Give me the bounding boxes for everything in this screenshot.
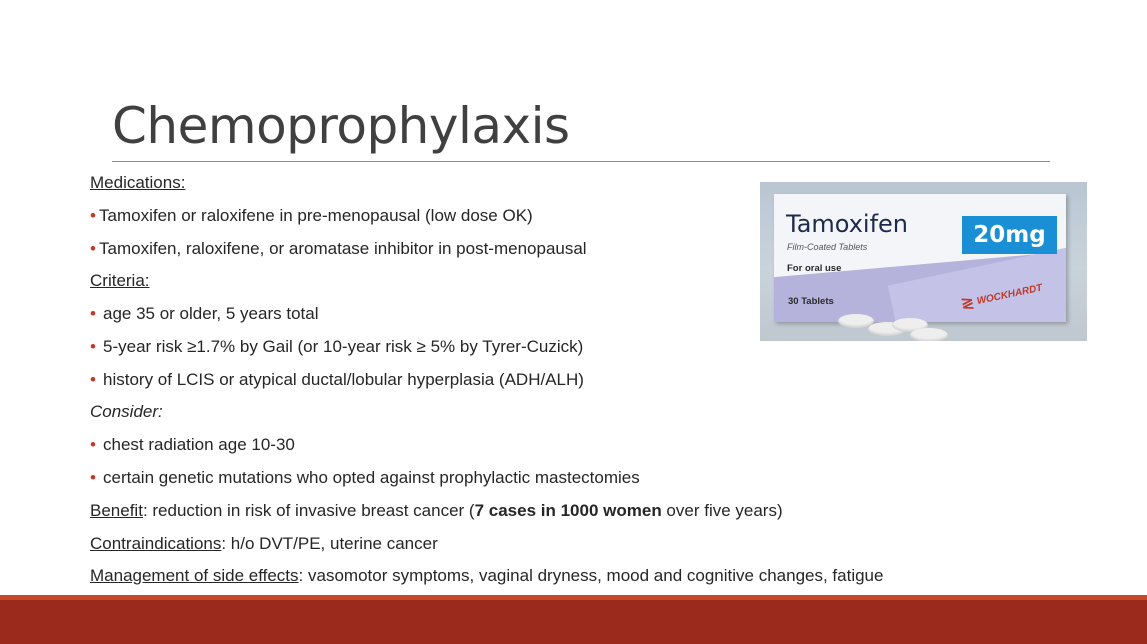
criteria-item-text: age 35 or older, 5 years total	[103, 304, 319, 323]
side-effects-label: Management of side effects	[90, 566, 299, 585]
bullet-icon: •	[90, 435, 96, 454]
box-brand-name: Tamoxifen	[786, 210, 909, 238]
manufacturer-name: WOCKHARDT	[975, 281, 1044, 307]
bullet-icon: •	[90, 370, 96, 389]
title-divider	[112, 161, 1050, 162]
wockhardt-logo-icon: ≷	[959, 294, 976, 314]
benefit-emphasis: 7 cases in 1000 women	[474, 501, 662, 520]
consider-item	[90, 434, 295, 456]
benefit-line	[90, 500, 783, 522]
consider-item-text: certain genetic mutations who opted against prophylactic mastectomies	[103, 468, 640, 487]
medication-item	[90, 238, 587, 260]
tablet-pill	[910, 328, 948, 341]
bullet-icon: •	[90, 304, 96, 323]
box-oral-use: For oral use	[787, 263, 842, 274]
criteria-item	[90, 369, 584, 391]
box-subtitle: Film-Coated Tablets	[787, 242, 868, 252]
dose-badge: 20mg	[962, 216, 1057, 254]
criteria-heading	[90, 270, 150, 292]
contraindications-line	[90, 533, 438, 555]
criteria-item	[90, 336, 583, 358]
bullet-icon: •	[90, 206, 96, 225]
criteria-item	[90, 303, 318, 325]
slide-title: Chemoprophylaxis	[112, 97, 570, 155]
consider-heading: Consider:	[90, 402, 163, 421]
medication-item	[90, 205, 533, 227]
side-effects-line	[90, 565, 883, 587]
contraindications-label: Contraindications	[90, 534, 222, 553]
box-tablet-count: 30 Tablets	[788, 296, 834, 307]
tamoxifen-product-image	[760, 182, 1087, 341]
medications-heading-text: Medications:	[90, 173, 186, 192]
contraindications-text: : h/o DVT/PE, uterine cancer	[221, 534, 438, 553]
criteria-item-text: history of LCIS or atypical ductal/lobular hyperplasia (ADH/ALH)	[103, 370, 584, 389]
side-effects-text: : vasomotor symptoms, vaginal dryness, mood and cognitive changes, fatigue	[298, 566, 884, 585]
criteria-heading-text: Criteria:	[90, 271, 150, 290]
bullet-icon: •	[90, 468, 96, 487]
benefit-label: Benefit	[90, 501, 143, 520]
bullet-icon: •	[90, 337, 96, 356]
bullet-icon: •	[90, 239, 96, 258]
medication-item-text: Tamoxifen, raloxifene, or aromatase inhibitor in post-menopausal	[99, 239, 587, 258]
footer-bar	[0, 600, 1147, 644]
medications-heading	[90, 172, 185, 194]
benefit-text: : reduction in risk of invasive breast cancer (	[142, 501, 475, 520]
medication-item-text: Tamoxifen or raloxifene in pre-menopausal (low dose OK)	[99, 206, 533, 225]
consider-item-text: chest radiation age 10-30	[103, 435, 295, 454]
criteria-item-text: 5-year risk ≥1.7% by Gail (or 10-year risk ≥ 5% by Tyrer-Cuzick)	[103, 337, 584, 356]
medicine-box	[774, 194, 1066, 322]
consider-item	[90, 467, 640, 489]
benefit-text-end: over five years)	[661, 501, 783, 520]
